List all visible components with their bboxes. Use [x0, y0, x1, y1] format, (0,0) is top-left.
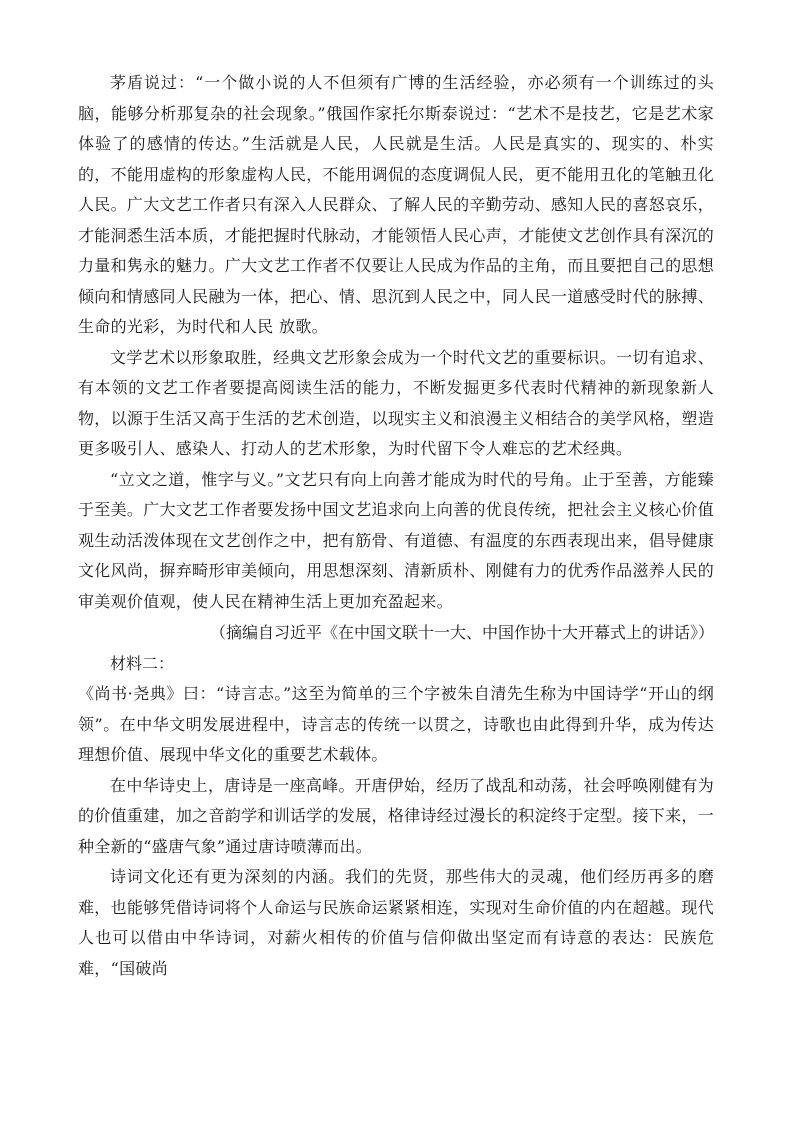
paragraph-tang-poetry: 在中华诗史上，唐诗是一座高峰。开唐伊始，经历了战乱和动荡，社会呼唤刚健有为的价值重建，加之音韵学和训话学的发展，格律诗经过漫长的积淀终于定型。接下来，一种全新的“盛唐气象”通过唐诗喷薄而出。 — [78, 775, 714, 856]
paragraph-shang-shu: 《尚书·尧典》曰：“诗言志。”这至为简单的三个字被朱自清先生称为中国诗学“开山的纲领”。在中华文明发展进程中，诗言志的传统一以贯之，诗歌也由此得到升华，成为传达理想价值、展现中华文化的重要艺术载体。 — [78, 684, 714, 764]
paragraph-li-wen-zhi-dao: “立文之道，惟字与义。”文艺只有向上向善才能成为时代的号角。止于至善，方能臻于至美。广大文艺工作者要发扬中国文艺追求向上向善的优良传统，把社会主义核心价值观生动活泼体现在文艺创作之中，把有筋骨、有道德、有温度的东西表现出来，倡导健康文化风尚，摒弃畸形审美倾向，用思想深刻、清新质朴、刚健有力的优秀作品滋养人民的审美观价值观，使人民在精神生活上更加充盈起来。 — [78, 469, 714, 611]
source-citation: （摘编自习近平《在中国文联十一大、中国作协十大开幕式上的讲话》） — [209, 623, 714, 642]
material-two-label: 材料二： — [110, 653, 175, 673]
paragraph-literary-image: 文学艺术以形象取胜，经典文艺形象会成为一个时代文艺的重要标识。一切有追求、有本领的文艺工作者要提高阅读生活的能力，不断发掘更多代表时代精神的新现象新人物，以源于生活又高于生活的艺术创造，以现实主义和浪漫主义相结合的美学风格，塑造更多吸引人、感染人、打动人的艺术形象，为时代留下令人难忘的艺术经典。 — [78, 347, 714, 458]
paragraph-poetry-culture: 诗词文化还有更为深刻的内涵。我们的先贤，那些伟大的灵魂，他们经历再多的磨难，也能够凭借诗词将个人命运与民族命运紧紧相连，实现对生命价值的内在超越。现代人也可以借由中华诗词，对薪火相传的价值与信仰做出坚定而有诗意的表达：民族危难，“国破尚 — [78, 867, 714, 978]
paragraph-mao-dun: 茅盾说过：“一个做小说的人不但须有广博的生活经验，亦必须有一个训练过的头脑，能够分析那复杂的社会现象。”俄国作家托尔斯泰说过：“艺术不是技艺，它是艺术家体验了的感情的传达。”生活就是人民，人民就是生活。人民是真实的、现实的、朴实的，不能用虚构的形象虚构人民，不能用调侃的态度调侃人民，更不能用丑化的笔触丑化人民。广大文艺工作者只有深入人民群众、了解人民的辛勤劳动、感知人民的喜怒哀乐，才能洞悉生活本质，才能把握时代脉动，才能领悟人民心声，才能使文艺创作具有深沉的力量和隽永的魅力。广大文艺工作者不仅要让人民成为作品的主角，而且要把自己的思想倾向和情感同人民融为一体，把心、情、思沉到人民之中，同人民一道感受时代的脉搏、生命的光彩，为时代和人民 放歌。 — [78, 73, 714, 336]
